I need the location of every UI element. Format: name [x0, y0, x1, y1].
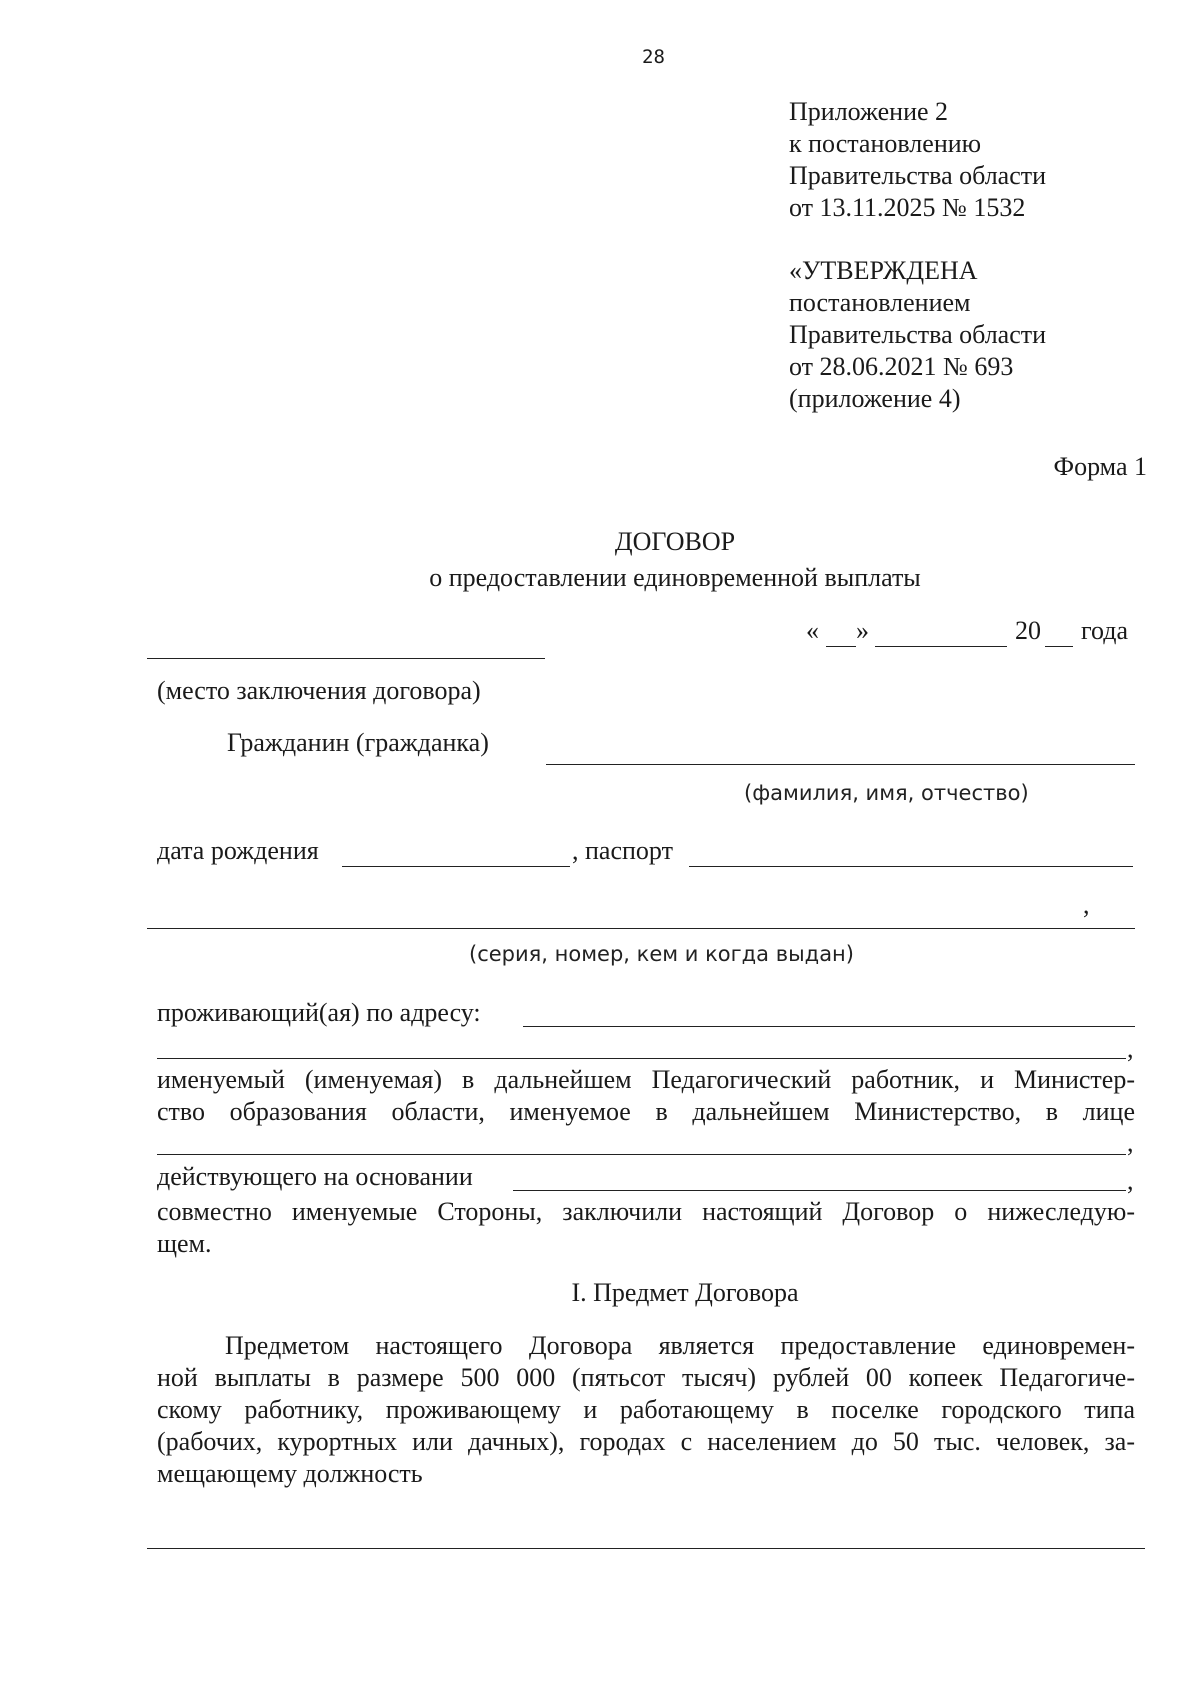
fio-blank[interactable] — [546, 764, 1135, 765]
page-number: 28 — [642, 46, 665, 68]
passport-blank[interactable] — [689, 866, 1133, 867]
passport-comma: , — [1083, 890, 1090, 919]
year-prefix: 20 — [1015, 616, 1041, 645]
agreement-line: совместно именуемые Стороны, заключили настоящий Договор о нижеследую- — [157, 1197, 1135, 1226]
address-blank[interactable] — [523, 1026, 1135, 1027]
document-title: ДОГОВОР — [614, 527, 736, 556]
representative-comma: , — [1127, 1128, 1134, 1157]
place-caption: (место заключения договора) — [157, 676, 481, 705]
citizen-label: Гражданин (гражданка) — [227, 728, 489, 757]
parties-line: именуемый (именуемая) в дальнейшем Педагогический работник, и Министер- — [157, 1065, 1135, 1094]
date-open-quote: « — [806, 616, 819, 645]
passport-details-blank[interactable] — [147, 928, 1135, 929]
acting-basis-blank[interactable] — [513, 1190, 1126, 1191]
date-close-quote: » — [856, 616, 869, 645]
subject-line: (рабочих, курортных или дачных), городах с населением до 50 тыс. человек, за- — [157, 1427, 1135, 1456]
approval-line: «УТВЕРЖДЕНА — [789, 256, 978, 285]
parties-line: ство образования области, именуемое в дальнейшем Министерство, в лице — [157, 1097, 1135, 1126]
address-blank-2[interactable] — [157, 1058, 1126, 1059]
subject-line: мещающему должность — [157, 1459, 423, 1488]
birth-date-blank[interactable] — [342, 866, 570, 867]
agreement-line: щем. — [157, 1229, 212, 1258]
address-label: проживающий(ая) по адресу: — [157, 998, 481, 1027]
annex-line: Приложение 2 — [789, 97, 949, 126]
form-label: Форма 1 — [1053, 452, 1147, 481]
year-blank[interactable] — [1045, 646, 1073, 647]
document-subtitle: о предоставлении единовременной выплаты — [429, 563, 921, 592]
annex-line: Правительства области — [789, 161, 1047, 190]
birth-date-label: дата рождения — [157, 836, 319, 865]
acting-basis-label: действующего на основании — [157, 1162, 473, 1191]
month-blank[interactable] — [875, 646, 1007, 647]
year-suffix: года — [1081, 616, 1129, 645]
annex-line: от 13.11.2025 № 1532 — [789, 193, 1026, 222]
place-blank[interactable] — [147, 658, 545, 659]
approval-line: (приложение 4) — [789, 384, 961, 413]
section-title: I. Предмет Договора — [571, 1278, 799, 1307]
approval-line: от 28.06.2021 № 693 — [789, 352, 1014, 381]
annex-block — [789, 96, 1046, 224]
acting-basis-comma: , — [1127, 1166, 1134, 1195]
subject-line: скому работнику, проживающему и работающему в поселке городского типа — [157, 1395, 1135, 1424]
fio-caption: (фамилия, имя, отчество) — [744, 781, 1029, 805]
subject-line: Предметом настоящего Договора является предоставление единовремен- — [225, 1331, 1135, 1360]
approval-line: постановлением — [789, 288, 971, 317]
approval-line: Правительства области — [789, 320, 1047, 349]
passport-caption: (серия, номер, кем и когда выдан) — [469, 942, 854, 966]
subject-line: ной выплаты в размере 500 000 (пятьсот тысяч) рублей 00 копеек Педагогиче- — [157, 1363, 1135, 1392]
day-blank[interactable] — [826, 646, 856, 647]
address-comma: , — [1127, 1034, 1134, 1063]
position-blank[interactable] — [147, 1548, 1145, 1549]
approval-block — [789, 255, 1046, 415]
passport-label: , паспорт — [572, 836, 673, 865]
annex-line: к постановлению — [789, 129, 982, 158]
representative-blank[interactable] — [157, 1154, 1126, 1155]
